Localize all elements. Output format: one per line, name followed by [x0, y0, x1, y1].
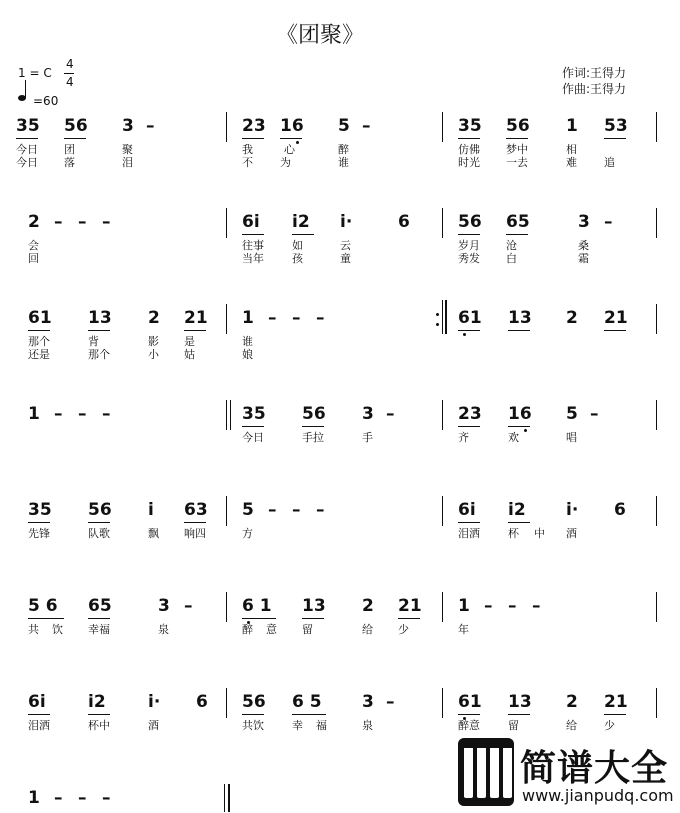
double-barline [230, 400, 231, 430]
note: 6i [28, 692, 46, 712]
note: 1 [566, 116, 578, 136]
lyric: 一去 [506, 156, 528, 169]
octave-dot [463, 333, 466, 336]
note: – [102, 788, 111, 808]
lyric: 今日 [242, 431, 264, 444]
note: 6 [196, 692, 208, 712]
time-signature-bottom: 4 [66, 75, 74, 89]
lyric: 落 [64, 156, 75, 169]
piano-key [464, 748, 473, 798]
octave-dot [296, 141, 299, 144]
lyric: 酒 [148, 719, 159, 732]
time-signature-top: 4 [66, 57, 74, 71]
note: 2 [566, 692, 578, 712]
beam [458, 522, 480, 523]
beam [458, 138, 480, 139]
time-signature-line [64, 73, 74, 74]
lyric: 给 [566, 719, 577, 732]
barline [442, 592, 443, 622]
lyric: 谁 [338, 156, 349, 169]
beam [184, 330, 206, 331]
lyric: 梦中 [506, 143, 528, 156]
note: 13 [302, 596, 326, 616]
lyric: 我 [242, 143, 253, 156]
beam [242, 234, 264, 235]
lyric: 欢 [508, 431, 519, 444]
lyric: 中 [534, 527, 545, 540]
note: 63 [184, 500, 208, 520]
lyric: 杯中 [88, 719, 110, 732]
note: i2 [292, 212, 310, 232]
lyric: 是 [184, 335, 195, 348]
note: 56 [242, 692, 266, 712]
beam [604, 714, 626, 715]
note: 2 [566, 308, 578, 328]
note: i· [148, 692, 161, 712]
note: 35 [458, 116, 482, 136]
lyric: 霜 [578, 252, 589, 265]
lyric: 方 [242, 527, 253, 540]
lyric: 为 [280, 156, 291, 169]
lyric: 响四 [184, 527, 206, 540]
lyricist-credit: 作词:王得力 [562, 66, 627, 80]
note: – [292, 500, 301, 520]
note: 6 [398, 212, 410, 232]
note: – [362, 116, 371, 136]
note: i [148, 500, 154, 520]
lyric: 手拉 [302, 431, 324, 444]
note: 13 [508, 692, 532, 712]
barline [442, 300, 443, 334]
beam [458, 714, 480, 715]
note: – [78, 212, 87, 232]
repeat-dot [436, 323, 439, 326]
note: 21 [184, 308, 208, 328]
note: 1 [242, 308, 254, 328]
note: i2 [508, 500, 526, 520]
lyric: 意 [266, 623, 277, 636]
beam [292, 234, 314, 235]
lyric: 如 [292, 239, 303, 252]
beam [506, 138, 528, 139]
beam [242, 138, 264, 139]
beam [604, 330, 626, 331]
beam [28, 330, 50, 331]
note: 3 [362, 404, 374, 424]
lyric: 影 [148, 335, 159, 348]
barline [226, 496, 227, 526]
lyric: 共 [28, 623, 39, 636]
note: 5 [242, 500, 254, 520]
barline [656, 496, 657, 526]
beam [506, 234, 528, 235]
note: 1 [28, 404, 40, 424]
lyric: 聚 [122, 143, 133, 156]
lyric: 不 [242, 156, 253, 169]
lyric: 追 [604, 156, 615, 169]
note: 6 5 [292, 692, 322, 712]
note: 5 [338, 116, 350, 136]
beam [28, 522, 50, 523]
lyric: 飘 [148, 527, 159, 540]
lyric: 少 [398, 623, 409, 636]
beam [398, 618, 420, 619]
lyric: 共饮 [242, 719, 264, 732]
lyric: 饮 [52, 623, 63, 636]
lyric: 心 [284, 143, 295, 156]
barline [442, 400, 443, 430]
note: 2 [28, 212, 40, 232]
lyric: 给 [362, 623, 373, 636]
octave-dot [524, 429, 527, 432]
lyric: 团 [64, 143, 75, 156]
beam [508, 330, 530, 331]
lyric: 秀发 [458, 252, 480, 265]
lyric: 那个 [28, 335, 50, 348]
beam [184, 522, 206, 523]
note: 35 [16, 116, 40, 136]
lyric: 今日 [16, 156, 38, 169]
note: – [386, 692, 395, 712]
beam [280, 138, 302, 139]
lyric: 往事 [242, 239, 264, 252]
lyric: 幸福 [88, 623, 110, 636]
lyric: 今日 [16, 143, 38, 156]
beam [16, 138, 38, 139]
note: 65 [88, 596, 112, 616]
beam [508, 714, 530, 715]
lyric: 醉意 [458, 719, 480, 732]
note: 6i [242, 212, 260, 232]
note: i· [340, 212, 353, 232]
lyric: 杯 [508, 527, 519, 540]
lyric: 白 [506, 252, 517, 265]
note: 61 [458, 692, 482, 712]
lyric: 小 [148, 348, 159, 361]
note: 53 [604, 116, 628, 136]
watermark-text: 简谱大全 [520, 748, 669, 789]
note: 16 [508, 404, 532, 424]
note: 2 [148, 308, 160, 328]
note: – [292, 308, 301, 328]
lyric: 幸 [292, 719, 303, 732]
lyric: 先锋 [28, 527, 50, 540]
note: 23 [458, 404, 482, 424]
beam [508, 522, 530, 523]
lyric: 仿佛 [458, 143, 480, 156]
lyric: 年 [458, 623, 469, 636]
note: 6 [614, 500, 626, 520]
lyric: 沧 [506, 239, 517, 252]
beam [64, 138, 86, 139]
tempo-marking: =60 [33, 94, 59, 108]
note: 56 [458, 212, 482, 232]
note: 35 [242, 404, 266, 424]
note: 35 [28, 500, 52, 520]
note: 2 [362, 596, 374, 616]
lyric: 相 [566, 143, 577, 156]
lyric: 泉 [362, 719, 373, 732]
note: – [316, 308, 325, 328]
key-signature: 1 = C [18, 66, 52, 80]
barline [226, 400, 227, 430]
lyric: 福 [316, 719, 327, 732]
note: – [54, 788, 63, 808]
page-title: 《团聚》 [276, 23, 365, 48]
lyric: 泪 [122, 156, 133, 169]
barline [442, 496, 443, 526]
lyric: 酒 [566, 527, 577, 540]
note: 3 [122, 116, 134, 136]
note: – [54, 404, 63, 424]
note: 21 [604, 308, 628, 328]
barline [442, 688, 443, 718]
note: 56 [506, 116, 530, 136]
note: 61 [458, 308, 482, 328]
note: 65 [506, 212, 530, 232]
lyric: 难 [566, 156, 577, 169]
lyric: 背 [88, 335, 99, 348]
note: – [268, 500, 277, 520]
lyric: 娘 [242, 348, 253, 361]
beam [242, 714, 264, 715]
lyric: 留 [302, 623, 313, 636]
piano-key [477, 748, 486, 798]
note: – [604, 212, 613, 232]
note: – [102, 212, 111, 232]
barline [656, 112, 657, 142]
note: 56 [302, 404, 326, 424]
note: 21 [398, 596, 422, 616]
barline [442, 208, 443, 238]
note: 3 [362, 692, 374, 712]
lyric: 那个 [88, 348, 110, 361]
note: 3 [578, 212, 590, 232]
lyric: 留 [508, 719, 519, 732]
note: 23 [242, 116, 266, 136]
lyric: 泪洒 [458, 527, 480, 540]
note: – [102, 404, 111, 424]
lyric: 当年 [242, 252, 264, 265]
repeat-dot [436, 313, 439, 316]
note: – [78, 788, 87, 808]
piano-key [503, 748, 512, 798]
note: 5 [566, 404, 578, 424]
lyric: 桑 [578, 239, 589, 252]
note: – [146, 116, 155, 136]
beam [242, 426, 264, 427]
lyric: 泪洒 [28, 719, 50, 732]
note: – [184, 596, 193, 616]
beam [302, 426, 324, 427]
repeat-barline [445, 300, 447, 334]
note: 61 [28, 308, 52, 328]
final-barline-thick [228, 784, 230, 812]
lyric: 孩 [292, 252, 303, 265]
beam [508, 426, 530, 427]
note: 1 [458, 596, 470, 616]
barline [656, 208, 657, 238]
barline [656, 688, 657, 718]
note: 3 [158, 596, 170, 616]
beam [458, 330, 480, 331]
lyric: 谁 [242, 335, 253, 348]
lyric: 姑 [184, 348, 195, 361]
lyric: 岁月 [458, 239, 480, 252]
barline [226, 592, 227, 622]
note: – [78, 404, 87, 424]
note: 1 [28, 788, 40, 808]
note: – [386, 404, 395, 424]
beam [88, 618, 110, 619]
note: 16 [280, 116, 304, 136]
watermark-url: www.jianpudq.com [522, 786, 674, 805]
piano-key [490, 748, 499, 798]
lyric: 童 [340, 252, 351, 265]
barline [226, 112, 227, 142]
final-barline-thin [224, 784, 225, 812]
lyric: 少 [604, 719, 615, 732]
note: 21 [604, 692, 628, 712]
beam [88, 522, 110, 523]
note: 13 [88, 308, 112, 328]
note: i2 [88, 692, 106, 712]
beam [458, 426, 480, 427]
barline [442, 112, 443, 142]
note: 5 6 [28, 596, 58, 616]
lyric: 云 [340, 239, 351, 252]
note: – [508, 596, 517, 616]
lyric: 还是 [28, 348, 50, 361]
beam [28, 714, 50, 715]
lyric: 醉 [242, 623, 253, 636]
barline [656, 400, 657, 430]
barline [656, 304, 657, 334]
lyric: 醉 [338, 143, 349, 156]
composer-credit: 作曲:王得力 [562, 82, 627, 96]
note: – [316, 500, 325, 520]
beam [302, 618, 324, 619]
note: – [54, 212, 63, 232]
note: 56 [88, 500, 112, 520]
barline [656, 592, 657, 622]
beam [28, 618, 64, 619]
note: 6 1 [242, 596, 272, 616]
lyric: 时光 [458, 156, 480, 169]
note: – [590, 404, 599, 424]
barline [226, 304, 227, 334]
quarter-note-icon [18, 95, 26, 101]
note: 6i [458, 500, 476, 520]
lyric: 队歌 [88, 527, 110, 540]
note: – [268, 308, 277, 328]
note: 13 [508, 308, 532, 328]
beam [604, 138, 626, 139]
beam [458, 234, 480, 235]
barline [226, 688, 227, 718]
beam [88, 714, 110, 715]
lyric: 齐 [458, 431, 469, 444]
barline [226, 208, 227, 238]
note: i· [566, 500, 579, 520]
lyric: 唱 [566, 431, 577, 444]
beam [292, 714, 326, 715]
beam [242, 618, 276, 619]
note: – [484, 596, 493, 616]
lyric: 回 [28, 252, 39, 265]
lyric: 手 [362, 431, 373, 444]
lyric: 会 [28, 239, 39, 252]
note: 56 [64, 116, 88, 136]
note: – [532, 596, 541, 616]
lyric: 泉 [158, 623, 169, 636]
beam [88, 330, 110, 331]
